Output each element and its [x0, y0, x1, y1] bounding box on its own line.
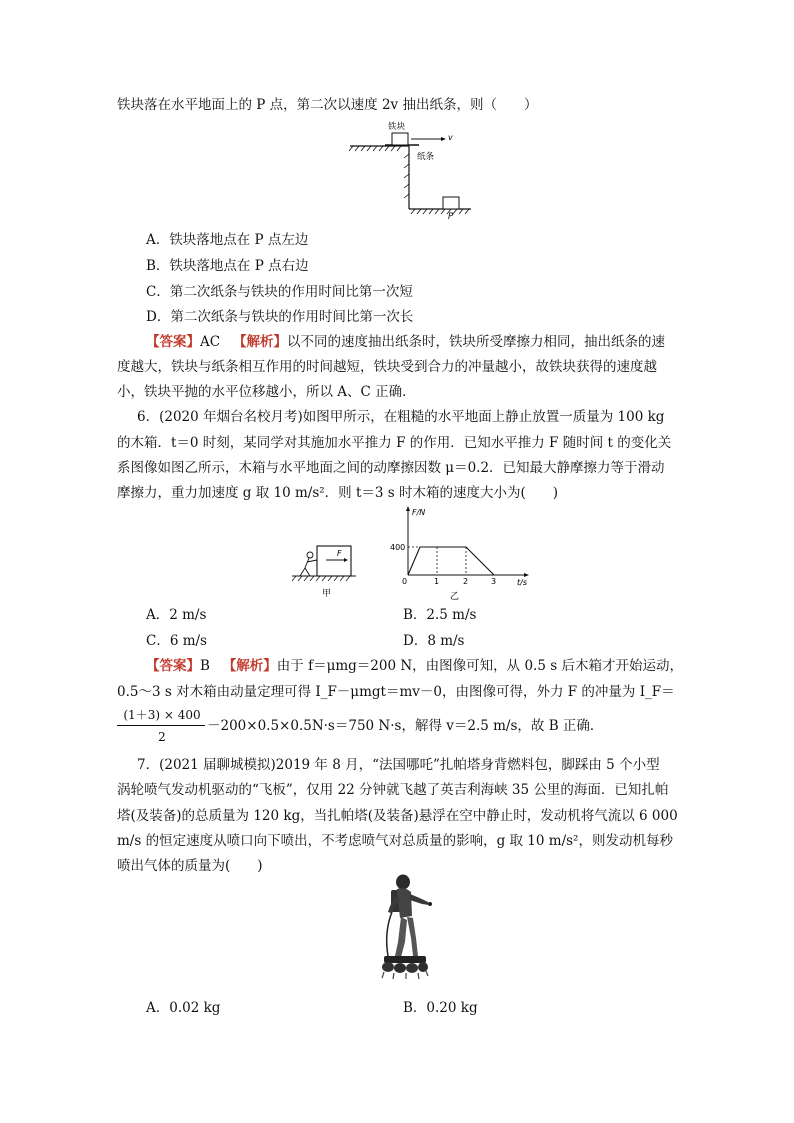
svg-text:1: 1 — [434, 577, 440, 586]
svg-text:v: v — [448, 133, 453, 142]
svg-text:3: 3 — [491, 577, 497, 586]
q6-answer: B — [200, 658, 210, 674]
svg-text:F/N: F/N — [412, 508, 426, 517]
q6-stem-3: 系图像如图乙所示，木箱与水平地面之间的动摩擦因数 μ＝0.2．已知最大静摩擦力等于滑动 — [117, 460, 665, 476]
q7-stem-3: 塔(及装备)的总质量为 120 kg，当扎帕塔(及装备)悬浮在空中静止时，发动机将气流以 6 000 — [117, 808, 678, 824]
q6-analysis-1: 由于 f＝μmg＝200 N，由图像可知，从 0.5 s 后木箱才开始运动， — [276, 658, 683, 674]
q5-analysis-2: 度越大，铁块与纸条相互作用的时间越短，铁块受到合力的冲量越小，故铁块获得的速度越 — [117, 359, 657, 375]
q6-figure-jia — [290, 538, 360, 600]
q5-option-b: B．铁块落地点在 P 点右边 — [146, 258, 309, 274]
svg-text:0: 0 — [402, 577, 408, 586]
q7-stem-2: 涡轮喷气发动机驱动的“飞板”，仅用 22 分钟就飞越了英吉利海峡 35 公里的海面．已知扎帕 — [117, 782, 669, 798]
q6-option-a: A．2 m/s — [146, 607, 207, 623]
q7-stem-4: m/s 的恒定速度从喷口向下喷出，不考虑喷气对总质量的影响，g 取 10 m/s²，则发动机每秒 — [117, 833, 673, 849]
svg-text:乙: 乙 — [450, 592, 460, 602]
block-at-p — [443, 197, 459, 209]
analysis-tag: 【解析】 — [232, 334, 287, 350]
answer-tag: 【答案】 — [146, 658, 200, 674]
svg-text:F: F — [337, 549, 342, 558]
svg-text:400: 400 — [390, 543, 406, 552]
q5-answer-line — [146, 332, 665, 352]
q5-analysis-3: 小，铁块平抛的水平位移越小，所以 A、C 正确． — [117, 384, 416, 400]
analysis-tag: 【解析】 — [222, 658, 277, 674]
q7-option-a: A．0.02 kg — [146, 1000, 221, 1016]
q6-fraction-numerator: (1＋3) × 400 — [123, 708, 201, 722]
q6-analysis-2: 0.5～3 s 对木箱由动量定理可得 I_F－μmgt＝mv－0，由图像可得，外力 F 的冲量为 I_F＝ — [117, 684, 675, 700]
person-icon — [307, 552, 313, 558]
q6-figure-yi — [390, 505, 535, 603]
q6-stem-1: 6．(2020 年烟台名校月考)如图甲所示，在粗糙的水平地面上静止放置一质量为 100 kg — [137, 409, 665, 425]
q5-analysis-1: 以不同的速度抽出纸条时，铁块所受摩擦力相同，抽出纸条的速 — [286, 334, 665, 350]
q7-stem-5: 喷出气体的质量为( ) — [117, 858, 263, 874]
svg-text:纸条: 纸条 — [417, 152, 435, 162]
q5-option-a: A．铁块落地点在 P 点左边 — [146, 232, 309, 248]
answer-tag: 【答案】 — [146, 334, 200, 350]
svg-text:铁块: 铁块 — [388, 122, 406, 132]
svg-text:2: 2 — [463, 577, 469, 586]
iron-block — [392, 133, 408, 145]
q6-option-b: B．2.5 m/s — [403, 607, 477, 623]
fraction-bar — [117, 725, 205, 726]
q6-option-c: C．6 m/s — [146, 633, 207, 649]
q6-answer-line — [146, 656, 683, 676]
f-t-graph — [408, 547, 494, 575]
svg-text:甲: 甲 — [322, 589, 332, 599]
svg-text:t/s: t/s — [517, 578, 527, 587]
q6-fraction-denominator: 2 — [158, 730, 166, 744]
q5-stem: 铁块落在水平地面上的 P 点，第二次以速度 2v 抽出纸条，则（ ） — [117, 97, 538, 113]
q6-stem-4: 摩擦力，重力加速度 g 取 10 m/s²．则 t＝3 s 时木箱的速度大小为( ) — [117, 485, 559, 501]
q7-stem-1: 7．(2021 届聊城模拟)2019 年 8 月，“法国哪吒”扎帕塔身背燃料包，脚踩由 5 个小型 — [137, 757, 660, 773]
q5-option-d: D．第二次纸条与铁块的作用时间比第一次长 — [146, 309, 414, 325]
q7-option-b: B．0.20 kg — [403, 1000, 478, 1016]
q6-analysis-end: －200×0.5×0.5N·s＝750 N·s，解得 v＝2.5 m/s，故 B 正确． — [207, 718, 604, 734]
q5-option-c: C．第二次纸条与铁块的作用时间比第一次短 — [146, 284, 413, 300]
q5-figure — [345, 118, 475, 220]
flyboard-rider-image — [370, 872, 440, 982]
q6-option-d: D．8 m/s — [403, 633, 465, 649]
q6-stem-2: 的木箱．t＝0 时刻，某同学对其施加水平推力 F 的作用．已知水平推力 F 随时间 t 的变化关 — [117, 435, 672, 451]
svg-text:P: P — [448, 212, 454, 220]
q5-answer: AC — [200, 334, 221, 350]
